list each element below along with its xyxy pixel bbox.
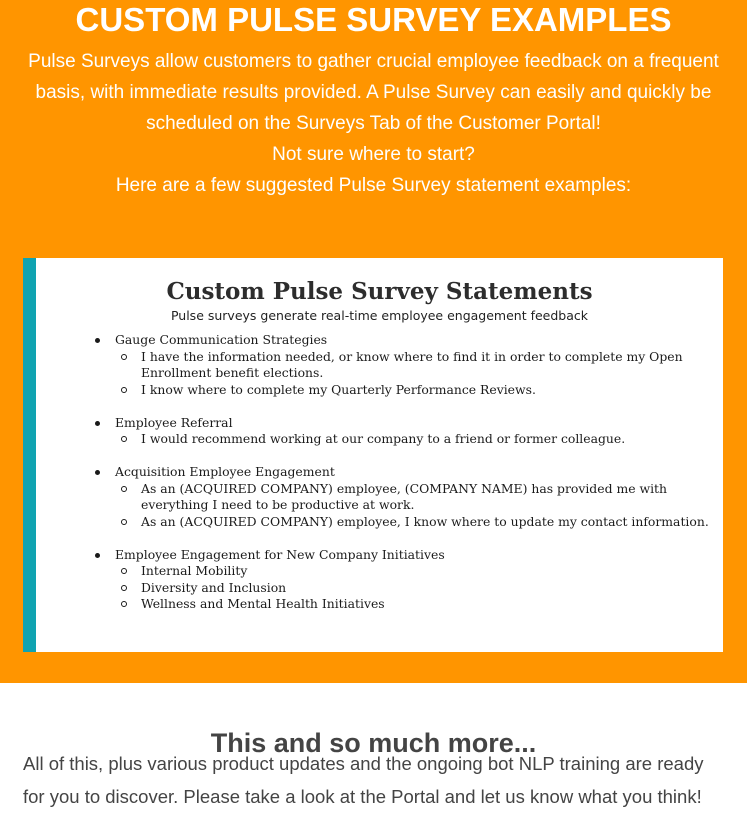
more-body: All of this, plus various product updates and the ongoing bot NLP training are ready for you to discover. Please take a look at the Portal and let us know what you think! — [23, 753, 704, 807]
section-items — [95, 431, 710, 448]
statement-item: Diversity and Inclusion — [95, 580, 710, 597]
statement-sections — [95, 332, 710, 629]
hero-title: CUSTOM PULSE SURVEY EXAMPLES — [75, 1, 672, 38]
section-heading: Gauge Communication Strategies — [95, 332, 710, 349]
statement-section — [95, 332, 710, 398]
statement-item: As an (ACQUIRED COMPANY) employee, I know where to update my contact information. — [95, 514, 710, 531]
card-title: Custom Pulse Survey Statements — [166, 278, 593, 305]
statement-section — [95, 464, 710, 530]
statement-item: I know where to complete my Quarterly Performance Reviews. — [95, 382, 710, 399]
statement-item: I would recommend working at our company to a friend or former colleague. — [95, 431, 710, 448]
card-accent-bar — [23, 258, 36, 652]
section-heading: Employee Engagement for New Company Initiatives — [95, 547, 710, 564]
statement-item: I have the information needed, or know where to find it in order to complete my Open Enrollment benefit elections. — [95, 349, 710, 382]
section-heading: Employee Referral — [95, 415, 710, 432]
statement-item: Wellness and Mental Health Initiatives — [95, 596, 710, 613]
survey-statements-card — [23, 258, 723, 652]
hero-intro-paragraph: Pulse Surveys allow customers to gather crucial employee feedback on a frequent basis, with immediate results provided. A Pulse Survey can easily and quickly be scheduled on the Surveys Tab of the Customer Portal! — [28, 51, 719, 134]
section-items — [95, 349, 710, 399]
hero-intro-question: Not sure where to start? — [272, 144, 475, 165]
hero-intro-lead: Here are a few suggested Pulse Survey statement examples: — [115, 175, 632, 196]
hero-intro — [20, 46, 727, 201]
card-subtitle: Pulse surveys generate real-time employee engagement feedback — [170, 308, 589, 323]
section-items — [95, 563, 710, 613]
statement-item: Internal Mobility — [95, 563, 710, 580]
statement-section — [95, 415, 710, 448]
more-title: This and so much more... — [210, 728, 537, 759]
statement-item: As an (ACQUIRED COMPANY) employee, (COMPANY NAME) has provided me with everything I need to be productive at work. — [95, 481, 710, 514]
section-items — [95, 481, 710, 531]
statement-section — [95, 547, 710, 613]
section-heading: Acquisition Employee Engagement — [95, 464, 710, 481]
